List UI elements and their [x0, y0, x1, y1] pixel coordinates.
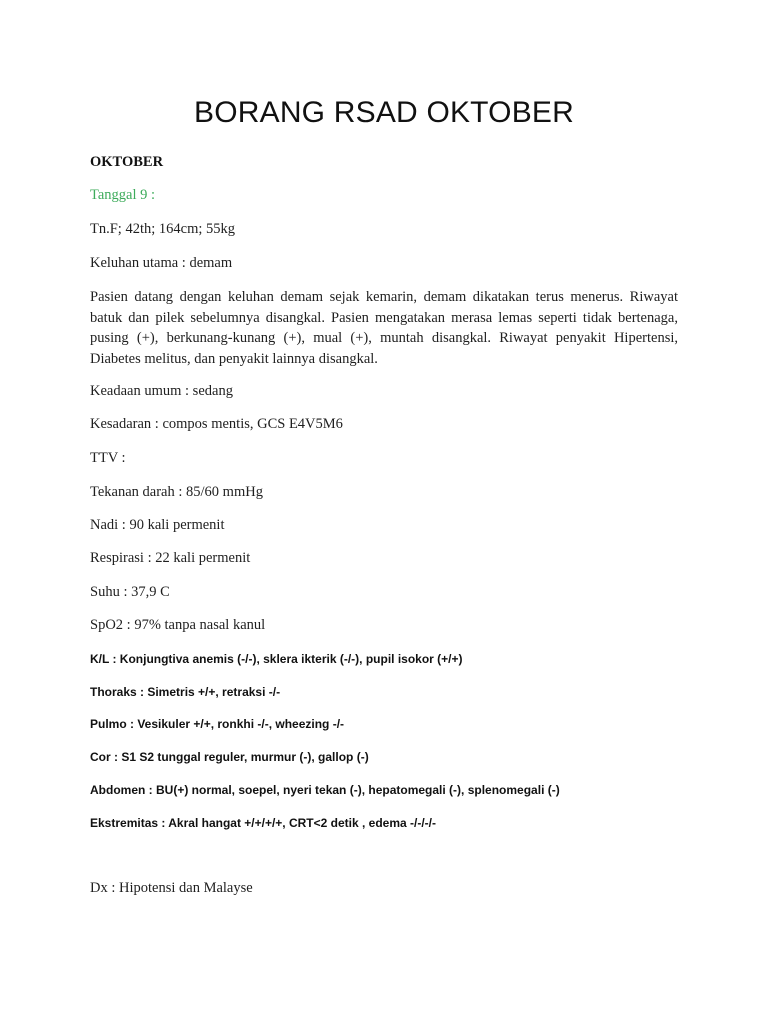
- general-condition: Keadaan umum : sedang: [90, 383, 233, 399]
- vital-blood-pressure: Tekanan darah : 85/60 mmHg: [90, 484, 263, 500]
- vital-pulse: Nadi : 90 kali permenit: [90, 517, 225, 533]
- exam-kl: K/L : Konjungtiva anemis (-/-), sklera ikterik (-/-), pupil isokor (+/+): [90, 652, 463, 666]
- vital-respiration: Respirasi : 22 kali permenit: [90, 550, 251, 566]
- vitals-heading: TTV :: [90, 450, 126, 466]
- date-label: Tanggal 9 :: [90, 187, 156, 203]
- chief-complaint: Keluhan utama : demam: [90, 255, 233, 271]
- exam-pulmo: Pulmo : Vesikuler +/+, ronkhi -/-, wheezing -/-: [90, 717, 345, 731]
- consciousness: Kesadaran : compos mentis, GCS E4V5M6: [90, 416, 343, 432]
- history-paragraph: Pasien datang dengan keluhan demam sejak kemarin, demam dikatakan terus menerus. Riwayat batuk dan pilek sebelumnya disangkal. Pasien mengatakan merasa lemas seperti tidak bertenaga, pusing (+), berkunang-kunang (+), mual (+), muntah disangkal. Riwayat penyakit Hipertensi, Diabetes melitus, dan penyakit lainnya disangkal.: [90, 289, 678, 367]
- exam-extremities: Ekstremitas : Akral hangat +/+/+/+, CRT<2 detik , edema -/-/-/-: [90, 816, 437, 830]
- document-title: BORANG RSAD OKTOBER: [194, 96, 574, 129]
- diagnosis: Dx : Hipotensi dan Malayse: [90, 880, 253, 896]
- exam-abdomen: Abdomen : BU(+) normal, soepel, nyeri tekan (-), hepatomegali (-), splenomegali (-): [90, 783, 560, 797]
- month-heading: OKTOBER: [90, 154, 164, 170]
- patient-info: Tn.F; 42th; 164cm; 55kg: [90, 221, 235, 237]
- vital-temperature: Suhu : 37,9 C: [90, 584, 170, 600]
- vital-spo2: SpO2 : 97% tanpa nasal kanul: [90, 617, 266, 633]
- exam-cor: Cor : S1 S2 tunggal reguler, murmur (-), gallop (-): [90, 750, 369, 764]
- exam-thorax: Thoraks : Simetris +/+, retraksi -/-: [90, 685, 281, 699]
